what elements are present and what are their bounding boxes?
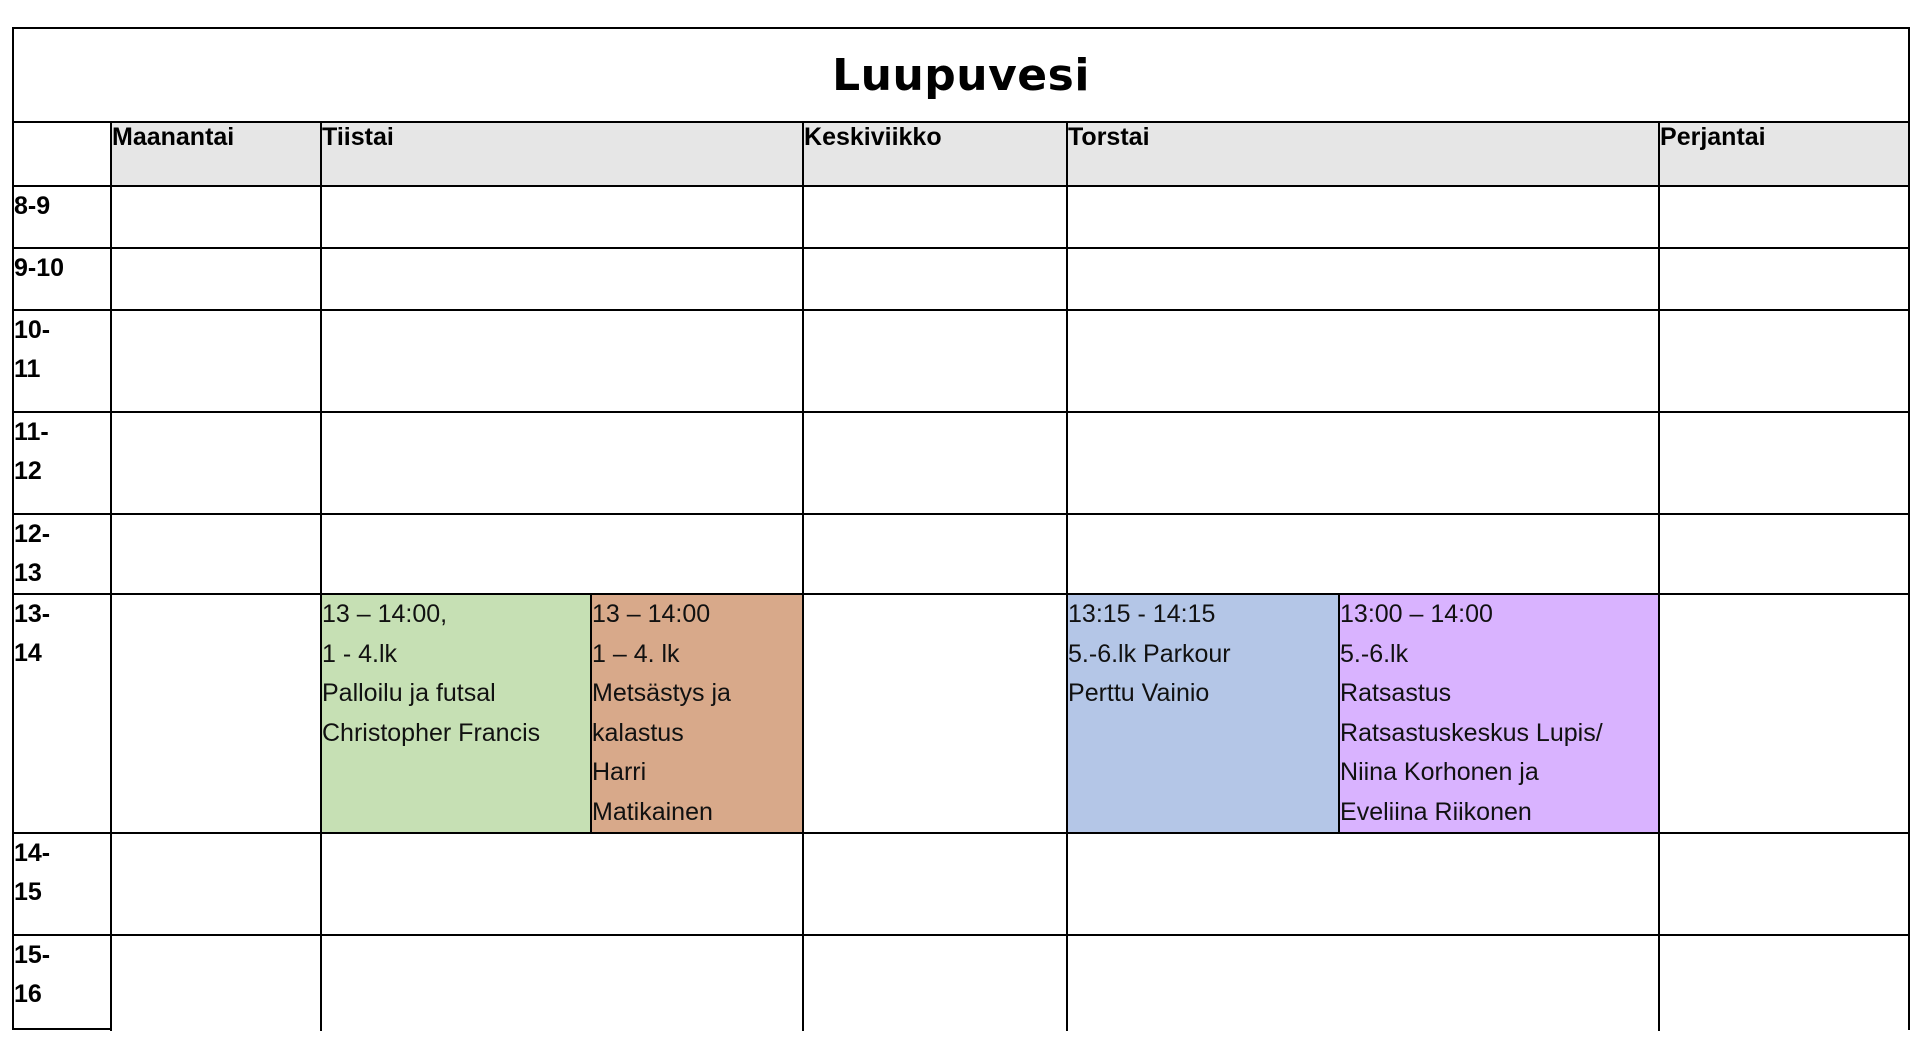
slot-cell <box>803 248 1067 310</box>
slot-cell <box>321 412 803 514</box>
slot-cell <box>803 310 1067 412</box>
day-header-friday: Perjantai <box>1659 123 1908 186</box>
slot-cell <box>111 186 321 248</box>
slot-cell <box>1067 186 1659 248</box>
slot-cell <box>1067 310 1659 412</box>
time-label: 8-9 <box>14 186 111 248</box>
slot-cell <box>1659 935 1908 1031</box>
slot-cell <box>1067 935 1659 1031</box>
day-header-tuesday: Tiistai <box>321 123 803 186</box>
slot-cell <box>803 412 1067 514</box>
time-label: 9-10 <box>14 248 111 310</box>
time-label: 15- 16 <box>14 935 111 1031</box>
time-row <box>14 594 1908 833</box>
corner-cell <box>14 123 111 186</box>
time-row <box>14 186 1908 248</box>
time-label: 10- 11 <box>14 310 111 412</box>
slot-cell <box>321 514 803 594</box>
slot-cell <box>111 594 321 833</box>
slot-cell <box>1659 310 1908 412</box>
slot-cell <box>1659 514 1908 594</box>
slot-cell <box>1067 412 1659 514</box>
time-label: 12- 13 <box>14 514 111 594</box>
slot-cell <box>803 833 1067 935</box>
day-header-monday: Maanantai <box>111 123 321 186</box>
time-row <box>14 412 1908 514</box>
event-ball-games-futsal: 13 – 14:00, 1 - 4.lk Palloilu ja futsal Christopher Francis <box>321 594 591 833</box>
slot-cell <box>321 248 803 310</box>
schedule-frame <box>12 27 1910 1030</box>
slot-cell <box>1659 594 1908 833</box>
slot-cell <box>321 310 803 412</box>
day-header-wednesday: Keskiviikko <box>803 123 1067 186</box>
time-label: 13- 14 <box>14 594 111 833</box>
event-horse-riding: 13:00 – 14:00 5.-6.lk Ratsastus Ratsastuskeskus Lupis/ Niina Korhonen ja Eveliina Riikonen <box>1339 594 1659 833</box>
time-label: 11- 12 <box>14 412 111 514</box>
day-header-thursday: Torstai <box>1067 123 1659 186</box>
page-title: Luupuvesi <box>832 49 1090 101</box>
header-row <box>14 123 1908 186</box>
title-row <box>14 29 1908 123</box>
slot-cell <box>111 248 321 310</box>
slot-cell <box>321 186 803 248</box>
slot-cell <box>1659 833 1908 935</box>
slot-cell <box>111 310 321 412</box>
time-row <box>14 514 1908 594</box>
time-label: 14- 15 <box>14 833 111 935</box>
slot-cell <box>803 514 1067 594</box>
event-parkour: 13:15 - 14:15 5.-6.lk Parkour Perttu Vainio <box>1067 594 1339 833</box>
time-row <box>14 833 1908 935</box>
event-hunting-fishing: 13 – 14:00 1 – 4. lk Metsästys ja kalastus Harri Matikainen <box>591 594 803 833</box>
slot-cell <box>111 412 321 514</box>
slot-cell <box>803 935 1067 1031</box>
slot-cell <box>111 935 321 1031</box>
time-row <box>14 248 1908 310</box>
slot-cell <box>1659 412 1908 514</box>
slot-cell <box>1067 514 1659 594</box>
slot-cell <box>803 186 1067 248</box>
slot-cell <box>111 833 321 935</box>
slot-cell <box>1067 833 1659 935</box>
slot-cell <box>111 514 321 594</box>
slot-cell <box>321 833 803 935</box>
slot-cell <box>1659 186 1908 248</box>
time-row <box>14 935 1908 1031</box>
schedule-table <box>14 123 1908 1031</box>
time-row <box>14 310 1908 412</box>
slot-cell <box>1067 248 1659 310</box>
slot-cell <box>321 935 803 1031</box>
slot-cell <box>803 594 1067 833</box>
slot-cell <box>1659 248 1908 310</box>
